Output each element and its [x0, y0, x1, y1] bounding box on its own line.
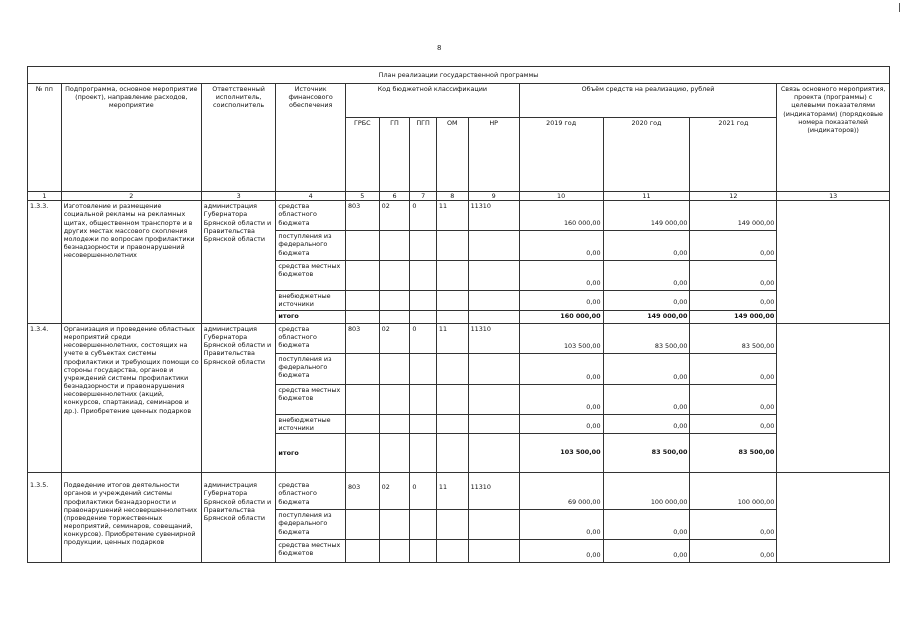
code-om: 11 [436, 323, 468, 353]
item-name: Изготовление и размещение социальной рекламы на рекламных щитах, общественном транспорте и в других местах массового скопления молодежи по вопросам профилактики безнадзорности и правонарушений несовершеннолетних [61, 201, 201, 324]
table-title-row [28, 67, 890, 84]
value-2021: 0,00 [690, 291, 777, 310]
table-row [28, 201, 890, 231]
code-grbs: 803 [345, 473, 379, 510]
value-2021: 0,00 [690, 510, 777, 540]
code-pgp: 0 [410, 473, 437, 510]
value-2021: 0,00 [690, 540, 777, 563]
code-grbs: 803 [345, 323, 379, 353]
item-responsible: администрация Губернатора Брянской области и Правительства Брянской области [201, 201, 276, 324]
source-regional: средства областного бюджета [276, 473, 346, 510]
column-number: 13 [777, 192, 890, 201]
value-2019: 160 000,00 [519, 201, 603, 231]
item-name: Организация и проведение областных мероприятий среди несовершеннолетних, состоящих на учете в субъектах системы профилактики и требующих помощи со стороны государства, органов и учреждений системы профилактики безнадзорности и правонарушения несовершеннолетних (акций, конкурсов, спартакиад, семинаров и др.). Приобретение ценных подарков [61, 323, 201, 472]
value-2020: 0,00 [603, 384, 690, 414]
table-title: План реализации государственной программы [28, 67, 890, 84]
value-2020: 0,00 [603, 291, 690, 310]
total-2019: 103 500,00 [519, 434, 603, 473]
value-2021: 100 000,00 [690, 473, 777, 510]
indicator-link-cell [777, 323, 890, 472]
value-2019: 0,00 [519, 291, 603, 310]
value-2021: 0,00 [690, 353, 777, 384]
total-2020: 83 500,00 [603, 434, 690, 473]
source-federal: поступления из федерального бюджета [276, 231, 346, 261]
code-nr: 11310 [468, 201, 519, 231]
column-number: 7 [410, 192, 437, 201]
code-nr: 11310 [468, 323, 519, 353]
value-2020: 0,00 [603, 261, 690, 291]
header-pgp: ПГП [410, 117, 437, 191]
value-2021: 0,00 [690, 384, 777, 414]
table-row [28, 473, 890, 510]
item-number: 1.3.4. [28, 323, 62, 472]
code-pgp: 0 [410, 201, 437, 231]
item-name: Подведение итогов деятельности органов и учреждений системы профилактики безнадзорности и правонарушений несовершеннолетних (проведение торжественных мероприятий, семинаров, совещаний, конкурсов). Приобретение сувенирной продукции, ценных подарков [61, 473, 201, 563]
value-2019: 0,00 [519, 353, 603, 384]
source-federal: поступления из федерального бюджета [276, 510, 346, 540]
source-local: средства местных бюджетов [276, 384, 346, 414]
value-2020: 0,00 [603, 353, 690, 384]
value-2021: 83 500,00 [690, 323, 777, 353]
column-number: 9 [468, 192, 519, 201]
page-number: 8 [437, 44, 442, 52]
value-2021: 149 000,00 [690, 201, 777, 231]
header-responsible: Ответственный исполнитель, соисполнитель [201, 84, 276, 192]
source-regional: средства областного бюджета [276, 201, 346, 231]
header-2020: 2020 год [603, 117, 690, 191]
header-row-1 [28, 84, 890, 118]
total-2020: 149 000,00 [603, 310, 690, 323]
value-2019: 0,00 [519, 231, 603, 261]
source-extra: внебюджетные источники [276, 414, 346, 433]
source-local: средства местных бюджетов [276, 261, 346, 291]
scan-edge-mark [899, 3, 900, 12]
item-responsible: администрация Губернатора Брянской области и Правительства Брянской области [201, 323, 276, 472]
value-2019: 103 500,00 [519, 323, 603, 353]
code-om: 11 [436, 201, 468, 231]
value-2020: 0,00 [603, 510, 690, 540]
column-number-row [28, 192, 890, 201]
code-gp: 02 [379, 473, 410, 510]
column-number: 12 [690, 192, 777, 201]
table-row [28, 323, 890, 353]
value-2020: 0,00 [603, 414, 690, 433]
value-2020: 0,00 [603, 231, 690, 261]
code-nr: 11310 [468, 473, 519, 510]
total-2021: 83 500,00 [690, 434, 777, 473]
source-local: средства местных бюджетов [276, 540, 346, 563]
column-number: 1 [28, 192, 62, 201]
value-2021: 0,00 [690, 231, 777, 261]
header-grbs: ГРБС [345, 117, 379, 191]
column-number: 2 [61, 192, 201, 201]
indicator-link-cell [777, 201, 890, 324]
column-number: 3 [201, 192, 276, 201]
code-om: 11 [436, 473, 468, 510]
header-volume: Объём средств на реализацию, рублей [519, 84, 777, 118]
column-number: 11 [603, 192, 690, 201]
total-2019: 160 000,00 [519, 310, 603, 323]
item-responsible: администрация Губернатора Брянской области и Правительства Брянской области [201, 473, 276, 563]
value-2020: 100 000,00 [603, 473, 690, 510]
header-budget-code: Код бюджетной классификации [345, 84, 519, 118]
column-number: 8 [436, 192, 468, 201]
program-plan-table [27, 66, 890, 563]
value-2019: 0,00 [519, 261, 603, 291]
header-2021: 2021 год [690, 117, 777, 191]
code-grbs: 803 [345, 201, 379, 231]
code-gp: 02 [379, 323, 410, 353]
total-2021: 149 000,00 [690, 310, 777, 323]
source-extra: внебюджетные источники [276, 291, 346, 310]
indicator-link-cell [777, 473, 890, 563]
item-number: 1.3.3. [28, 201, 62, 324]
column-number: 4 [276, 192, 346, 201]
header-indicator-link: Связь основного мероприятия, проекта (программы) с целевыми показателями (индикаторами) (порядковые номера показателей (индикаторов)) [777, 84, 890, 192]
item-number: 1.3.5. [28, 473, 62, 563]
value-2021: 0,00 [690, 261, 777, 291]
header-om: ОМ [436, 117, 468, 191]
value-2019: 0,00 [519, 414, 603, 433]
code-pgp: 0 [410, 323, 437, 353]
value-2020: 149 000,00 [603, 201, 690, 231]
header-subprogram: Подпрограмма, основное мероприятие (проект), направление расходов, мероприятие [61, 84, 201, 192]
code-gp: 02 [379, 201, 410, 231]
header-num: № пп [28, 84, 62, 192]
source-total: итого [276, 310, 346, 323]
source-total: итого [276, 434, 346, 473]
column-number: 10 [519, 192, 603, 201]
column-number: 6 [379, 192, 410, 201]
value-2019: 0,00 [519, 384, 603, 414]
value-2019: 69 000,00 [519, 473, 603, 510]
source-federal: поступления из федерального бюджета [276, 353, 346, 384]
value-2020: 83 500,00 [603, 323, 690, 353]
value-2021: 0,00 [690, 414, 777, 433]
column-number: 5 [345, 192, 379, 201]
value-2019: 0,00 [519, 540, 603, 563]
header-source: Источник финансового обеспечения [276, 84, 346, 192]
value-2019: 0,00 [519, 510, 603, 540]
value-2020: 0,00 [603, 540, 690, 563]
header-2019: 2019 год [519, 117, 603, 191]
header-gp: ГП [379, 117, 410, 191]
source-regional: средства областного бюджета [276, 323, 346, 353]
header-nr: НР [468, 117, 519, 191]
